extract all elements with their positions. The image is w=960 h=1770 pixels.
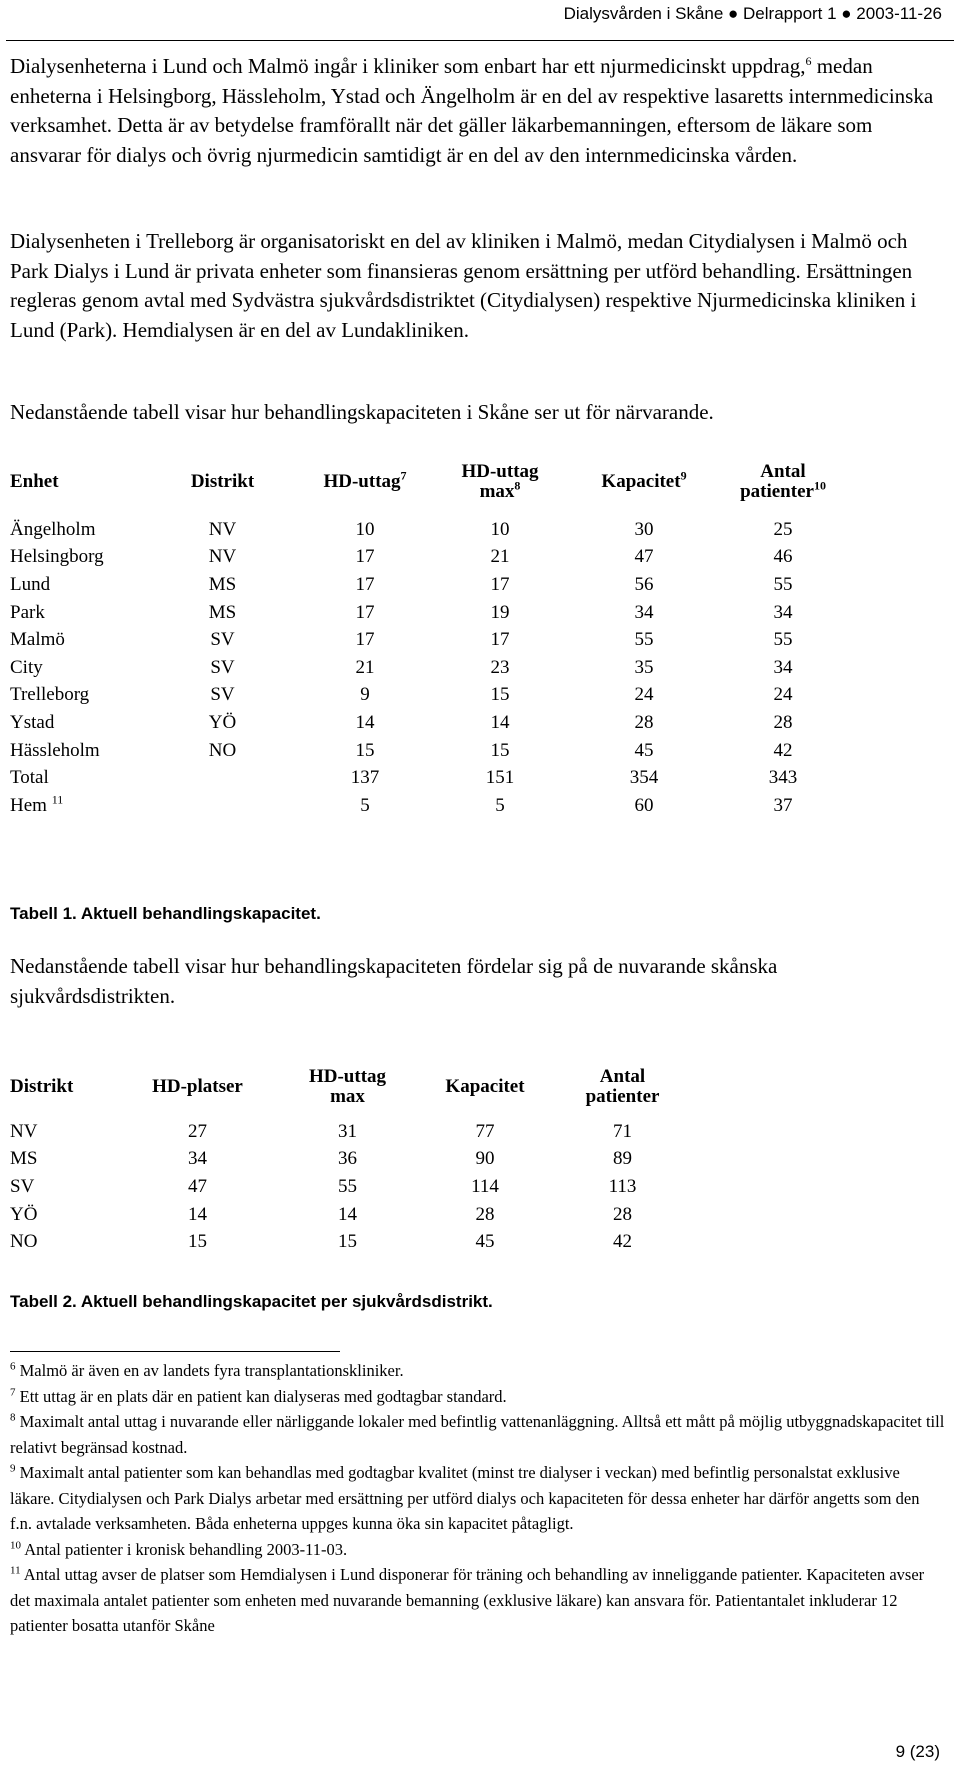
cell-hd-uttag-max-text: 17 — [490, 573, 510, 595]
cell-antal-patienter — [718, 544, 848, 572]
cell-hd-uttag — [300, 544, 430, 572]
table-row — [10, 682, 848, 710]
footnote-text: Maximalt antal patienter som kan behandlas med godtagbar kvalitet (minst tre dialyser i veckan) med befintlig personalstat exklusive läkare. Citydialysen och Park Dialys arbetar med ersättning per utförd dialys och kapaciteten för dessa enheter har därför angetts som den f.n. avtalade verksamheten. Båda enheterna uppges kunna öka sin kapacitet påtagligt. — [10, 1463, 920, 1533]
cell-enhet — [10, 682, 145, 710]
cell-kapacitet: 45 — [475, 1231, 495, 1253]
cell-hd-uttag-text: 17 — [355, 629, 375, 651]
cell-antal-patienter: 113 — [608, 1175, 637, 1197]
capacity-table-body — [10, 516, 848, 820]
paragraph-1-text-b: medan enheterna i Helsingborg, Hässleholm, Ystad och Ängelholm är en del av respektive lasaretts internmedicinska verksamhet. Detta är av betydelse framförallt när det gäller läkarbemanningen, eftersom de läkare som ansvarar för dialys och övrig njurmedicin samtidigt är en del av den internmedicinska vården. — [10, 54, 934, 167]
cell-kapacitet — [570, 599, 718, 627]
cell-distrikt — [145, 626, 300, 654]
footnote — [10, 1409, 945, 1460]
paragraph-2: Dialysenheten i Trelleborg är organisatoriskt en del av kliniken i Malmö, medan Citydialysen i Malmö och Park Dialys i Lund är privata enheter som finansieras genom ersättning per utförd behandling. Ersättningen regleras genom avtal med Sydvästra sjukvårdsdistriktet (Citydialysen) respektive Njurmedicinska kliniken i Lund (Park). Hemdialysen är en del av Lundakliniken. — [10, 229, 917, 342]
footnote-separator — [10, 1351, 340, 1352]
col-header-hd-uttag-max — [275, 1056, 420, 1118]
cell-enhet — [10, 737, 145, 765]
cell-distrikt: MS — [10, 1148, 38, 1170]
cell-kapacitet — [570, 626, 718, 654]
cell-hd-uttag-max-text: 151 — [485, 767, 515, 789]
cell-enhet — [10, 571, 145, 599]
footnotes — [10, 1358, 945, 1639]
table-row — [10, 1201, 695, 1229]
cell-distrikt: NV — [10, 1120, 38, 1142]
cell-hd-uttag-text: 17 — [355, 601, 375, 623]
cell-hd-platser: 15 — [188, 1231, 207, 1253]
footnote — [10, 1460, 945, 1537]
cell-enhet-text: Total — [10, 767, 49, 789]
table-row — [10, 626, 848, 654]
cell-kapacitet-text: 55 — [634, 629, 654, 651]
col-header-antal-patienter — [718, 448, 848, 516]
table-header-row — [10, 1056, 695, 1118]
table-row — [10, 737, 848, 765]
cell-distrikt — [145, 792, 300, 820]
cell-antal-patienter: 89 — [613, 1148, 632, 1170]
capacity-table — [10, 448, 848, 820]
cell-hd-uttag-text: 15 — [355, 739, 375, 761]
cell-antal-patienter-text: 55 — [773, 629, 793, 651]
cell-kapacitet — [570, 792, 718, 820]
cell-hd-uttag-max: 36 — [338, 1148, 357, 1170]
cell-hd-uttag-max — [430, 764, 570, 792]
cell-hd-uttag-max — [430, 599, 570, 627]
cell-hd-uttag-max — [430, 709, 570, 737]
cell-enhet — [10, 544, 145, 572]
cell-hd-platser: 14 — [188, 1203, 207, 1225]
cell-enhet — [10, 654, 145, 682]
cell-distrikt — [145, 709, 300, 737]
cell-distrikt — [145, 764, 300, 792]
cell-kapacitet: 77 — [475, 1120, 495, 1142]
cell-enhet-text: Hem — [10, 794, 47, 816]
cell-distrikt: NO — [10, 1231, 38, 1253]
cell-hd-uttag — [300, 764, 430, 792]
footnote-ref-6[interactable]: 6 — [805, 54, 812, 68]
cell-enhet-text: Park — [10, 601, 45, 623]
cell-hd-uttag-max — [430, 682, 570, 710]
cell-distrikt — [145, 682, 300, 710]
col-header-kapacitet — [570, 448, 718, 516]
cell-antal-patienter: 28 — [613, 1203, 632, 1225]
col-header-kapacitet: Kapacitet — [445, 1076, 525, 1097]
cell-hd-uttag-max-text: 19 — [490, 601, 510, 623]
table-row — [10, 1228, 695, 1256]
cell-hd-uttag-max-text: 17 — [490, 629, 510, 651]
cell-hd-uttag-max: 55 — [338, 1175, 357, 1197]
cell-hd-uttag-max — [430, 792, 570, 820]
cell-enhet-text: Hässleholm — [10, 739, 100, 761]
cell-hd-uttag-max — [430, 544, 570, 572]
col-header-hd-max-line2: max — [479, 481, 515, 502]
cell-kapacitet — [570, 682, 718, 710]
cell-enhet-text: Ängelholm — [10, 518, 96, 540]
footnote-text: Malmö är även en av landets fyra transplantationskliniker. — [15, 1361, 404, 1380]
cell-antal-patienter — [718, 571, 848, 599]
cell-kapacitet-text: 35 — [634, 656, 654, 678]
cell-distrikt-text: SV — [210, 656, 235, 678]
cell-antal-patienter-text: 25 — [773, 518, 793, 540]
cell-distrikt — [145, 516, 300, 544]
cell-enhet — [10, 709, 145, 737]
col-header-hd-platser: HD-platser — [152, 1076, 243, 1097]
cell-antal-patienter — [718, 682, 848, 710]
cell-kapacitet — [570, 654, 718, 682]
cell-antal-patienter — [718, 654, 848, 682]
table-row — [10, 1173, 695, 1201]
col-header-distrikt: Distrikt — [10, 1076, 74, 1097]
paragraph-3: Nedanstående tabell visar hur behandlingskapaciteten i Skåne ser ut för närvarande. — [10, 400, 714, 424]
cell-hd-uttag-max-text: 15 — [490, 739, 510, 761]
table-row — [10, 764, 848, 792]
footnote-ref-7[interactable]: 7 — [400, 468, 407, 483]
footnote — [10, 1358, 945, 1384]
table-header-row — [10, 448, 848, 516]
cell-antal-patienter-text: 55 — [773, 573, 793, 595]
cell-hd-uttag-text: 137 — [350, 767, 380, 789]
table-row — [10, 1118, 695, 1146]
cell-distrikt: YÖ — [10, 1203, 38, 1225]
cell-enhet-text: Malmö — [10, 629, 65, 651]
cell-antal-patienter — [718, 516, 848, 544]
running-header: Dialysvården i Skåne ● Delrapport 1 ● 2003-11-26 — [563, 4, 942, 23]
cell-distrikt-text: SV — [210, 684, 235, 706]
cell-hd-uttag-max — [430, 626, 570, 654]
cell-kapacitet — [570, 709, 718, 737]
cell-kapacitet: 114 — [471, 1175, 499, 1197]
footnote-number: 10 — [10, 1539, 21, 1551]
footnote-number: 9 — [10, 1462, 16, 1475]
cell-enhet-text: Trelleborg — [10, 684, 90, 706]
cell-hd-uttag — [300, 571, 430, 599]
cell-antal-patienter-text: 28 — [773, 711, 793, 733]
cell-hd-uttag — [300, 682, 430, 710]
footnote-ref-10[interactable]: 10 — [813, 478, 826, 493]
footnote-text: Antal uttag avser de platser som Hemdialysen i Lund disponerar för träning och behandling av inneliggande patienter. Kapaciteten avser det maximala antalet patienter som enheten med nuvarande bemanning (exklusive läkare) kan ansvara för. Patientantalet inkluderar 12 patienter bosatta utanför Skåne — [10, 1565, 925, 1635]
cell-enhet — [10, 764, 145, 792]
cell-hd-uttag-text: 14 — [355, 711, 375, 733]
cell-distrikt-text: NO — [208, 739, 237, 761]
cell-distrikt-text: NV — [208, 518, 237, 540]
footnote — [10, 1562, 945, 1639]
cell-enhet — [10, 516, 145, 544]
cell-distrikt — [145, 544, 300, 572]
cell-distrikt: SV — [10, 1175, 35, 1197]
cell-distrikt-text: MS — [208, 601, 237, 623]
col-header-antal-patienter — [550, 1056, 695, 1118]
cell-hd-uttag — [300, 599, 430, 627]
cell-distrikt — [145, 599, 300, 627]
footnote-text: Ett uttag är en plats där en patient kan dialyseras med godtagbar standard. — [15, 1386, 507, 1406]
cell-kapacitet — [570, 764, 718, 792]
cell-hd-uttag — [300, 709, 430, 737]
col-header-hd-max-line1: HD-uttag — [308, 1066, 387, 1087]
cell-distrikt-text: SV — [210, 629, 235, 651]
paragraph-1-text-a: Dialysenheterna i Lund och Malmö ingår i kliniker som enbart har ett njurmedicinskt uppdrag, — [10, 54, 806, 78]
footnote — [10, 1384, 945, 1410]
cell-hd-uttag-max: 14 — [338, 1203, 357, 1225]
table-row — [10, 599, 848, 627]
cell-hd-uttag — [300, 792, 430, 820]
cell-hd-uttag-max-text: 15 — [490, 684, 510, 706]
cell-hd-platser: 34 — [188, 1148, 207, 1170]
cell-hd-uttag-max-text: 10 — [490, 518, 510, 540]
cell-hd-uttag — [300, 626, 430, 654]
footnote-ref-9[interactable]: 9 — [680, 468, 687, 483]
cell-kapacitet-text: 56 — [634, 573, 654, 595]
cell-antal-patienter — [718, 792, 848, 820]
footnote-ref-8[interactable]: 8 — [514, 478, 521, 493]
col-header-antal-line2: patienter — [585, 1086, 660, 1107]
cell-antal-patienter — [718, 737, 848, 765]
footnote — [10, 1537, 945, 1563]
cell-hd-uttag — [300, 737, 430, 765]
cell-kapacitet-text: 24 — [634, 684, 654, 706]
cell-hd-uttag-text: 10 — [355, 518, 375, 540]
cell-enhet-text: Ystad — [10, 711, 55, 733]
cell-hd-uttag-max-text: 5 — [495, 794, 505, 816]
cell-antal-patienter — [718, 764, 848, 792]
district-capacity-table — [10, 1056, 695, 1256]
cell-hd-uttag-max — [430, 571, 570, 599]
cell-kapacitet — [570, 516, 718, 544]
cell-enhet-text: Helsingborg — [10, 546, 104, 568]
cell-enhet — [10, 792, 145, 820]
cell-antal-patienter — [718, 599, 848, 627]
cell-hd-uttag-max-text: 23 — [490, 656, 510, 678]
cell-distrikt — [145, 571, 300, 599]
col-header-hd-max-line2: max — [330, 1086, 365, 1107]
cell-hd-uttag-max — [430, 654, 570, 682]
col-header-enhet: Enhet — [10, 471, 59, 492]
cell-kapacitet-text: 45 — [634, 739, 654, 761]
cell-kapacitet: 28 — [475, 1203, 495, 1225]
cell-hd-uttag — [300, 654, 430, 682]
cell-kapacitet-text: 60 — [634, 794, 654, 816]
paragraph-1 — [10, 52, 945, 170]
cell-hd-uttag-max-text: 14 — [490, 711, 510, 733]
cell-kapacitet-text: 34 — [634, 601, 654, 623]
footnote-number: 7 — [10, 1386, 16, 1398]
footnote-text: Maximalt antal uttag i nuvarande eller närliggande lokaler med befintlig vattenanläggning. Alltså ett mått på möjlig utbyggnadskapacitet till relativt begränsad kostnad. — [10, 1412, 945, 1457]
cell-distrikt-text: YÖ — [208, 711, 237, 733]
table-2-caption: Tabell 2. Aktuell behandlingskapacitet per sjukvårdsdistrikt. — [10, 1292, 493, 1311]
table-row — [10, 709, 848, 737]
cell-antal-patienter-text: 46 — [773, 546, 793, 568]
footnote-number: 11 — [10, 1564, 21, 1577]
district-table-body — [10, 1118, 695, 1256]
cell-distrikt-text: MS — [208, 573, 237, 595]
cell-enhet-text: Lund — [10, 573, 51, 595]
table-row — [10, 1146, 695, 1174]
footnote-number: 6 — [10, 1360, 16, 1373]
cell-antal-patienter-text: 343 — [768, 767, 798, 789]
cell-hd-uttag-text: 9 — [360, 684, 370, 706]
cell-antal-patienter-text: 24 — [773, 684, 793, 706]
table-row — [10, 516, 848, 544]
cell-kapacitet — [570, 544, 718, 572]
table-1-caption: Tabell 1. Aktuell behandlingskapacitet. — [10, 904, 321, 923]
cell-antal-patienter-text: 34 — [773, 601, 793, 623]
col-header-distrikt: Distrikt — [190, 471, 255, 492]
col-header-antal-line1: Antal — [599, 1066, 646, 1087]
cell-hd-uttag-max: 31 — [338, 1120, 357, 1142]
cell-enhet — [10, 599, 145, 627]
table-row — [10, 571, 848, 599]
table-row — [10, 792, 848, 820]
cell-antal-patienter: 71 — [613, 1120, 632, 1142]
cell-hd-platser: 47 — [188, 1175, 207, 1197]
col-header-antal-line1: Antal — [760, 461, 806, 482]
col-header-kapacitet-label: Kapacitet — [601, 471, 681, 492]
cell-hd-uttag-max: 15 — [338, 1231, 357, 1253]
footnote-number: 8 — [10, 1411, 16, 1424]
cell-kapacitet — [570, 571, 718, 599]
page-number: 9 (23) — [895, 1742, 940, 1761]
table-row — [10, 654, 848, 682]
cell-kapacitet-text: 47 — [634, 546, 654, 568]
cell-kapacitet-text: 28 — [634, 711, 654, 733]
cell-hd-uttag-text: 21 — [355, 656, 375, 678]
cell-kapacitet-text: 30 — [634, 518, 654, 540]
cell-kapacitet: 90 — [475, 1148, 495, 1170]
cell-distrikt-text: NV — [208, 546, 237, 568]
col-header-antal-line2: patienter — [740, 481, 814, 502]
table-row — [10, 544, 848, 572]
col-header-hd-max-line1: HD-uttag — [461, 461, 539, 482]
cell-hd-uttag-text: 17 — [355, 573, 375, 595]
cell-hd-uttag — [300, 516, 430, 544]
cell-antal-patienter — [718, 626, 848, 654]
cell-distrikt — [145, 654, 300, 682]
cell-antal-patienter-text: 37 — [773, 794, 793, 816]
cell-kapacitet-text: 354 — [629, 767, 659, 789]
paragraph-4: Nedanstående tabell visar hur behandlingskapaciteten fördelar sig på de nuvarande skånska sjukvårdsdistrikten. — [10, 954, 778, 1008]
cell-hd-uttag-max — [430, 516, 570, 544]
cell-enhet — [10, 626, 145, 654]
cell-antal-patienter-text: 34 — [773, 656, 793, 678]
header-rule — [6, 40, 954, 41]
cell-distrikt — [145, 737, 300, 765]
col-header-hd-uttag-label: HD-uttag — [323, 471, 401, 492]
cell-kapacitet — [570, 737, 718, 765]
cell-antal-patienter — [718, 709, 848, 737]
cell-hd-uttag-max-text: 21 — [490, 546, 510, 568]
col-header-hd-uttag — [300, 448, 430, 516]
cell-hd-uttag-max — [430, 737, 570, 765]
col-header-hd-uttag-max — [430, 448, 570, 516]
footnote-ref[interactable]: 11 — [51, 792, 64, 807]
cell-antal-patienter-text: 42 — [773, 739, 793, 761]
cell-hd-uttag-text: 5 — [360, 794, 370, 816]
cell-antal-patienter: 42 — [613, 1231, 632, 1253]
cell-hd-uttag-text: 17 — [355, 546, 375, 568]
cell-enhet-text: City — [10, 656, 43, 678]
cell-hd-platser: 27 — [188, 1120, 207, 1142]
footnote-text: Antal patienter i kronisk behandling 2003-11-03. — [21, 1539, 348, 1559]
